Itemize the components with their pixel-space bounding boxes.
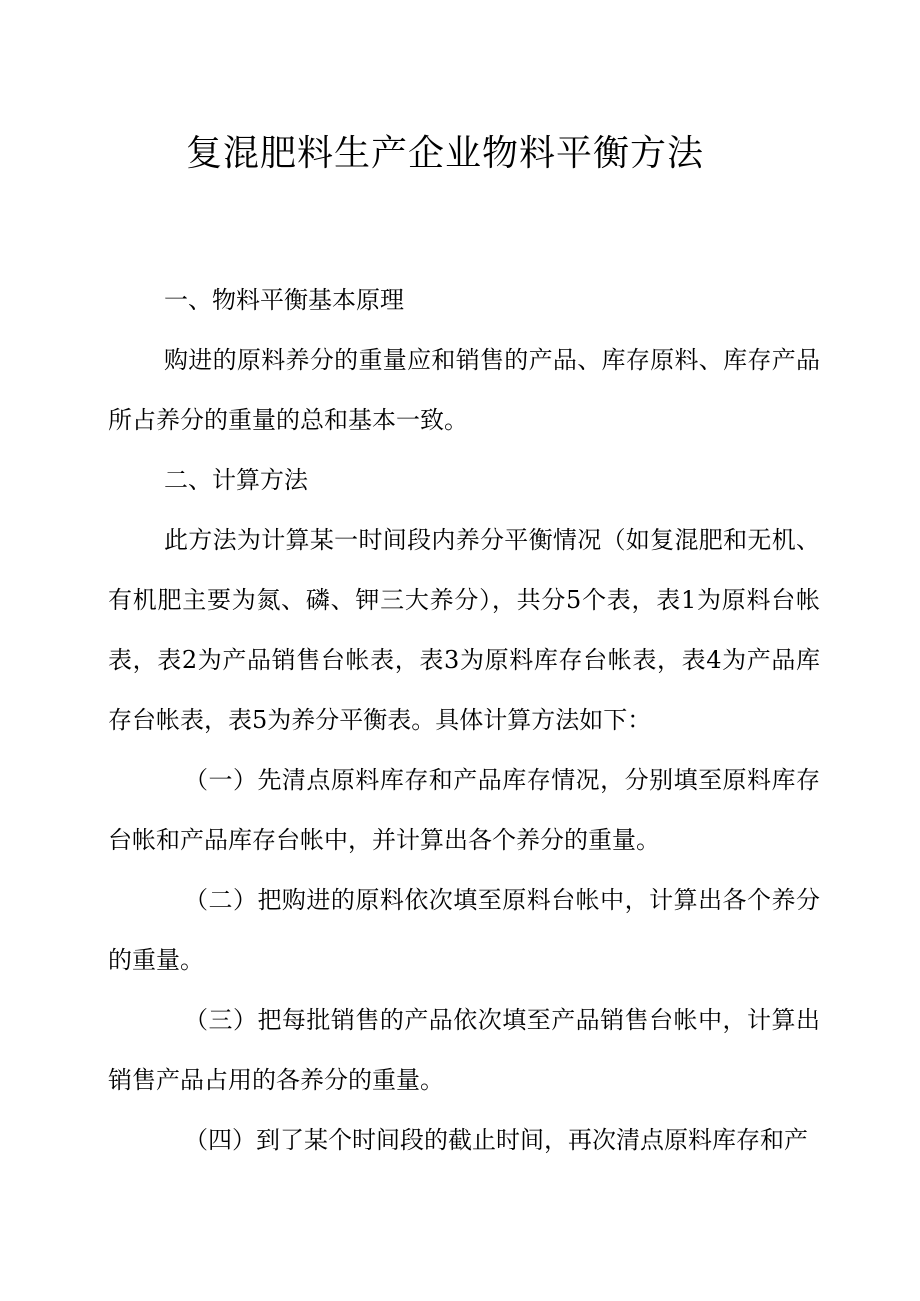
step-3: （三）把每批销售的产品依次填至产品销售台帐中，计算出销售产品占用的各养分的重量。 [108,1006,820,1094]
section-heading-principle: 一、物料平衡基本原理 [164,286,404,314]
step-4: （四）到了某个时间段的截止时间，再次清点原料库存和产 [184,1126,808,1154]
step-2: （二）把购进的原料依次填至原料台帐中，计算出各个养分的重量。 [108,886,820,974]
paragraph-principle: 购进的原料养分的重量应和销售的产品、库存原料、库存产品所占养分的重量的总和基本一致。 [108,346,820,434]
section-heading-method: 二、计算方法 [164,466,308,494]
paragraph-method: 此方法为计算某一时间段内养分平衡情况（如复混肥和无机、有机肥主要为氮、磷、钾三大养分），共分5个表，表1为原料台帐表，表2为产品销售台帐表，表3为原料库存台帐表，表4为产品库存台帐表，表5为养分平衡表。具体计算方法如下： [108,526,820,734]
step-1: （一）先清点原料库存和产品库存情况，分别填至原料库存台帐和产品库存台帐中，并计算出各个养分的重量。 [108,766,820,854]
document-body [108,270,820,1170]
document-title: 复混肥料生产企业物料平衡方法 [185,133,704,174]
